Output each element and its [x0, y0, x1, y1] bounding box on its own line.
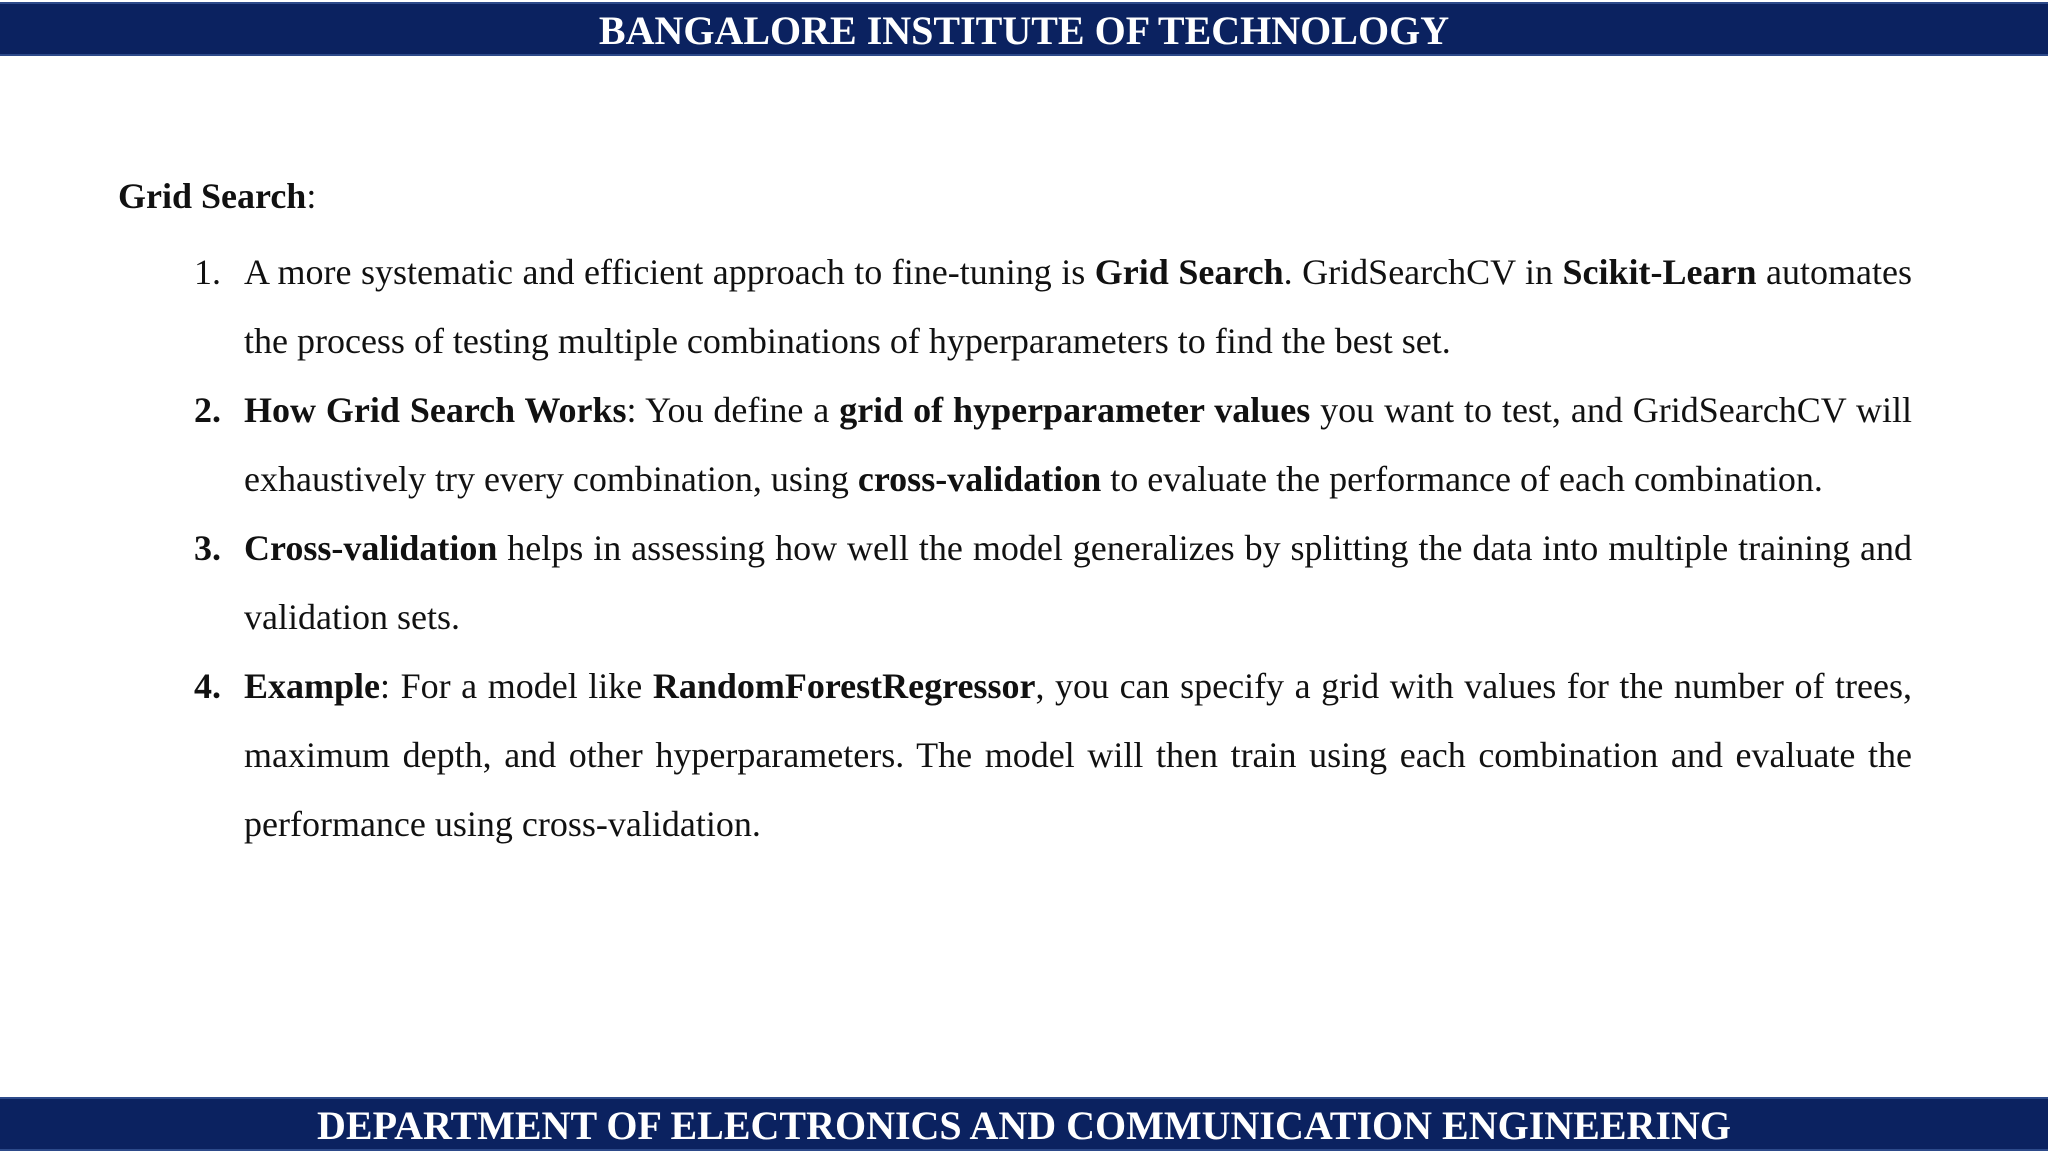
header-title: BANGALORE INSTITUTE OF TECHNOLOGY — [598, 8, 1450, 53]
heading-colon: : — [306, 176, 317, 216]
footer-title: DEPARTMENT OF ELECTRONICS AND COMMUNICATION ENGINEERING — [317, 1103, 1731, 1148]
point-bold: RandomForestRegressor — [652, 666, 1036, 706]
point-bold: Example — [244, 666, 381, 706]
point-bold: Grid Search — [1094, 252, 1284, 292]
point-text: helps in assessing how well the model generalizes by splitting the data into multiple training and validation sets. — [244, 528, 1912, 637]
list-item — [118, 238, 1912, 376]
point-bold: cross-validation — [857, 459, 1102, 499]
list-item — [118, 376, 1912, 514]
list-number: 4. — [194, 666, 221, 706]
point-bold: Scikit-Learn — [1562, 252, 1757, 292]
section-heading — [118, 168, 1912, 224]
point-text: A more systematic and efficient approach to fine-tuning is — [244, 252, 1095, 292]
point-text: automates the process of testing multiple combinations of hyperparameters to find the best set. — [244, 252, 1913, 361]
point-bold: grid of hyperparameter values — [839, 390, 1311, 430]
list-number: 2. — [194, 390, 221, 430]
point-text: to evaluate the performance of each combination. — [1101, 459, 1823, 499]
point-bold: Cross-validation — [244, 528, 498, 568]
list-item — [118, 514, 1912, 652]
point-text: , you can specify a grid with values for the number of trees, maximum depth, and other hyperparameters. The model will then train using each combination and evaluate the performance using cross-validation. — [244, 666, 1912, 844]
point-text: you want to test, and GridSearchCV will exhaustively try every combination, using — [244, 390, 1912, 499]
point-list — [118, 238, 1912, 859]
list-number: 3. — [194, 528, 221, 568]
point-text: : For a model like — [380, 666, 653, 706]
point-bold: How Grid Search Works — [244, 390, 627, 430]
footer-banner — [0, 1097, 2048, 1151]
heading-text: Grid Search — [118, 176, 307, 216]
header-banner — [0, 2, 2048, 56]
point-text: . GridSearchCV in — [1283, 252, 1563, 292]
point-text: : You define a — [626, 390, 840, 430]
list-number: 1. — [194, 252, 221, 292]
slide-content — [118, 168, 1912, 859]
list-item — [118, 652, 1912, 859]
